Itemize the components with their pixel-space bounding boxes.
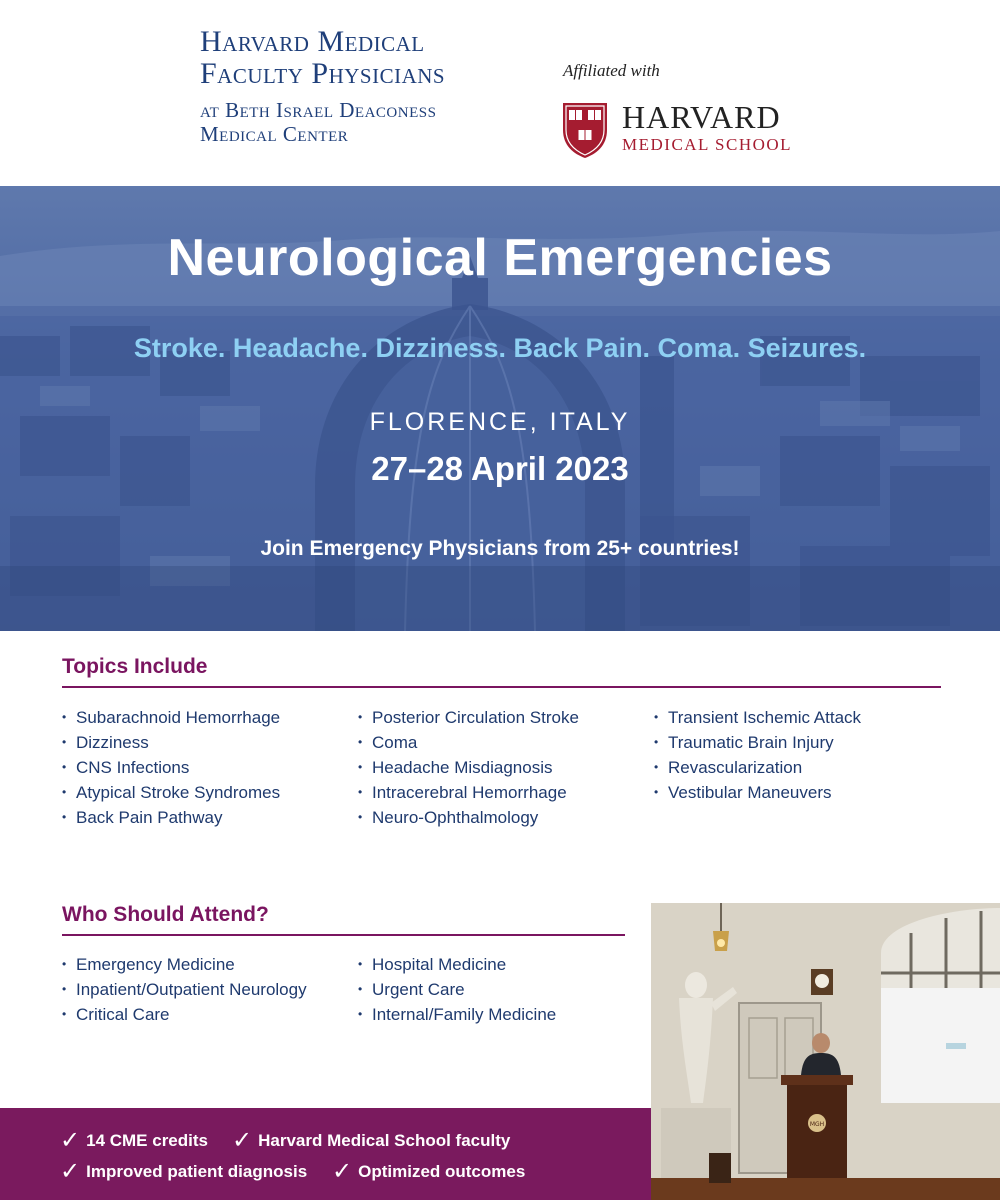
- page-title: Neurological Emergencies: [167, 229, 833, 287]
- benefit-patient-diagnosis: ✓ Improved patient diagnosis: [60, 1158, 308, 1185]
- checkmark-icon: ✓: [232, 1127, 253, 1154]
- hms-name-line1: HARVARD: [622, 99, 781, 135]
- topics-column-1: [62, 705, 280, 830]
- benefit-cme-credits: ✓ 14 CME credits: [60, 1127, 208, 1154]
- hms-logo: [622, 100, 792, 155]
- org-name-line4: Medical Center: [200, 122, 349, 146]
- list-item: • Urgent Care: [358, 980, 465, 999]
- list-item: • Emergency Medicine: [62, 955, 235, 974]
- list-item: • Posterior Circulation Stroke: [358, 708, 579, 727]
- topics-column-3: [654, 705, 861, 805]
- benefits-band: [0, 1108, 651, 1200]
- list-item: • Back Pain Pathway: [62, 808, 223, 827]
- org-name-line2: Faculty Physicians: [200, 57, 446, 90]
- join-tagline: Join Emergency Physicians from 25+ countries!: [260, 537, 740, 560]
- hms-name-line2: MEDICAL SCHOOL: [622, 135, 793, 154]
- checkmark-icon: ✓: [332, 1158, 353, 1185]
- benefit-hms-faculty: ✓ Harvard Medical School faculty: [232, 1127, 511, 1154]
- topics-divider: [62, 686, 941, 688]
- org-name-line1: Harvard Medical: [200, 25, 425, 58]
- list-item: • Hospital Medicine: [358, 955, 507, 974]
- list-item: • Dizziness: [62, 733, 149, 752]
- list-item: • Atypical Stroke Syndromes: [62, 783, 281, 802]
- org-name-line3: at Beth Israel Deaconess: [200, 98, 437, 122]
- attend-divider: [62, 934, 625, 936]
- list-item: • Vestibular Maneuvers: [654, 783, 832, 802]
- lecture-hall-image: [651, 903, 1000, 1200]
- affiliated-label: Affiliated with: [563, 61, 660, 80]
- topics-column-2: [358, 705, 579, 830]
- hero-banner: [0, 186, 1000, 631]
- harvard-shield-icon: [560, 100, 610, 160]
- event-dates: 27–28 April 2023: [371, 450, 629, 487]
- list-item: • Transient Ischemic Attack: [654, 708, 862, 727]
- attend-heading: Who Should Attend?: [62, 903, 269, 926]
- checkmark-icon: ✓: [60, 1127, 81, 1154]
- list-item: • Neuro-Ophthalmology: [358, 808, 539, 827]
- list-item: • Internal/Family Medicine: [358, 1005, 557, 1024]
- checkmark-icon: ✓: [60, 1158, 81, 1185]
- header: [0, 0, 1000, 186]
- attend-column-1: [62, 952, 307, 1027]
- list-item: • Traumatic Brain Injury: [654, 733, 834, 752]
- attend-column-2: [358, 952, 556, 1027]
- lecture-photo: [651, 903, 1000, 1200]
- topics-heading: Topics Include: [62, 655, 208, 678]
- list-item: • Subarachnoid Hemorrhage: [62, 708, 281, 727]
- benefit-optimized-outcomes: ✓ Optimized outcomes: [332, 1158, 526, 1185]
- list-item: • CNS Infections: [62, 758, 190, 777]
- list-item: • Critical Care: [62, 1005, 170, 1024]
- list-item: • Intracerebral Hemorrhage: [358, 783, 567, 802]
- list-item: • Coma: [358, 733, 418, 752]
- subtitle: Stroke. Headache. Dizziness. Back Pain. Coma. Seizures.: [133, 333, 867, 363]
- list-item: • Revascularization: [654, 758, 803, 777]
- event-location: FLORENCE, ITALY: [369, 408, 631, 436]
- list-item: • Inpatient/Outpatient Neurology: [62, 980, 307, 999]
- podium-seal-label: MGH: [809, 1121, 825, 1128]
- list-item: • Headache Misdiagnosis: [358, 758, 553, 777]
- hmfp-logo: [200, 26, 445, 146]
